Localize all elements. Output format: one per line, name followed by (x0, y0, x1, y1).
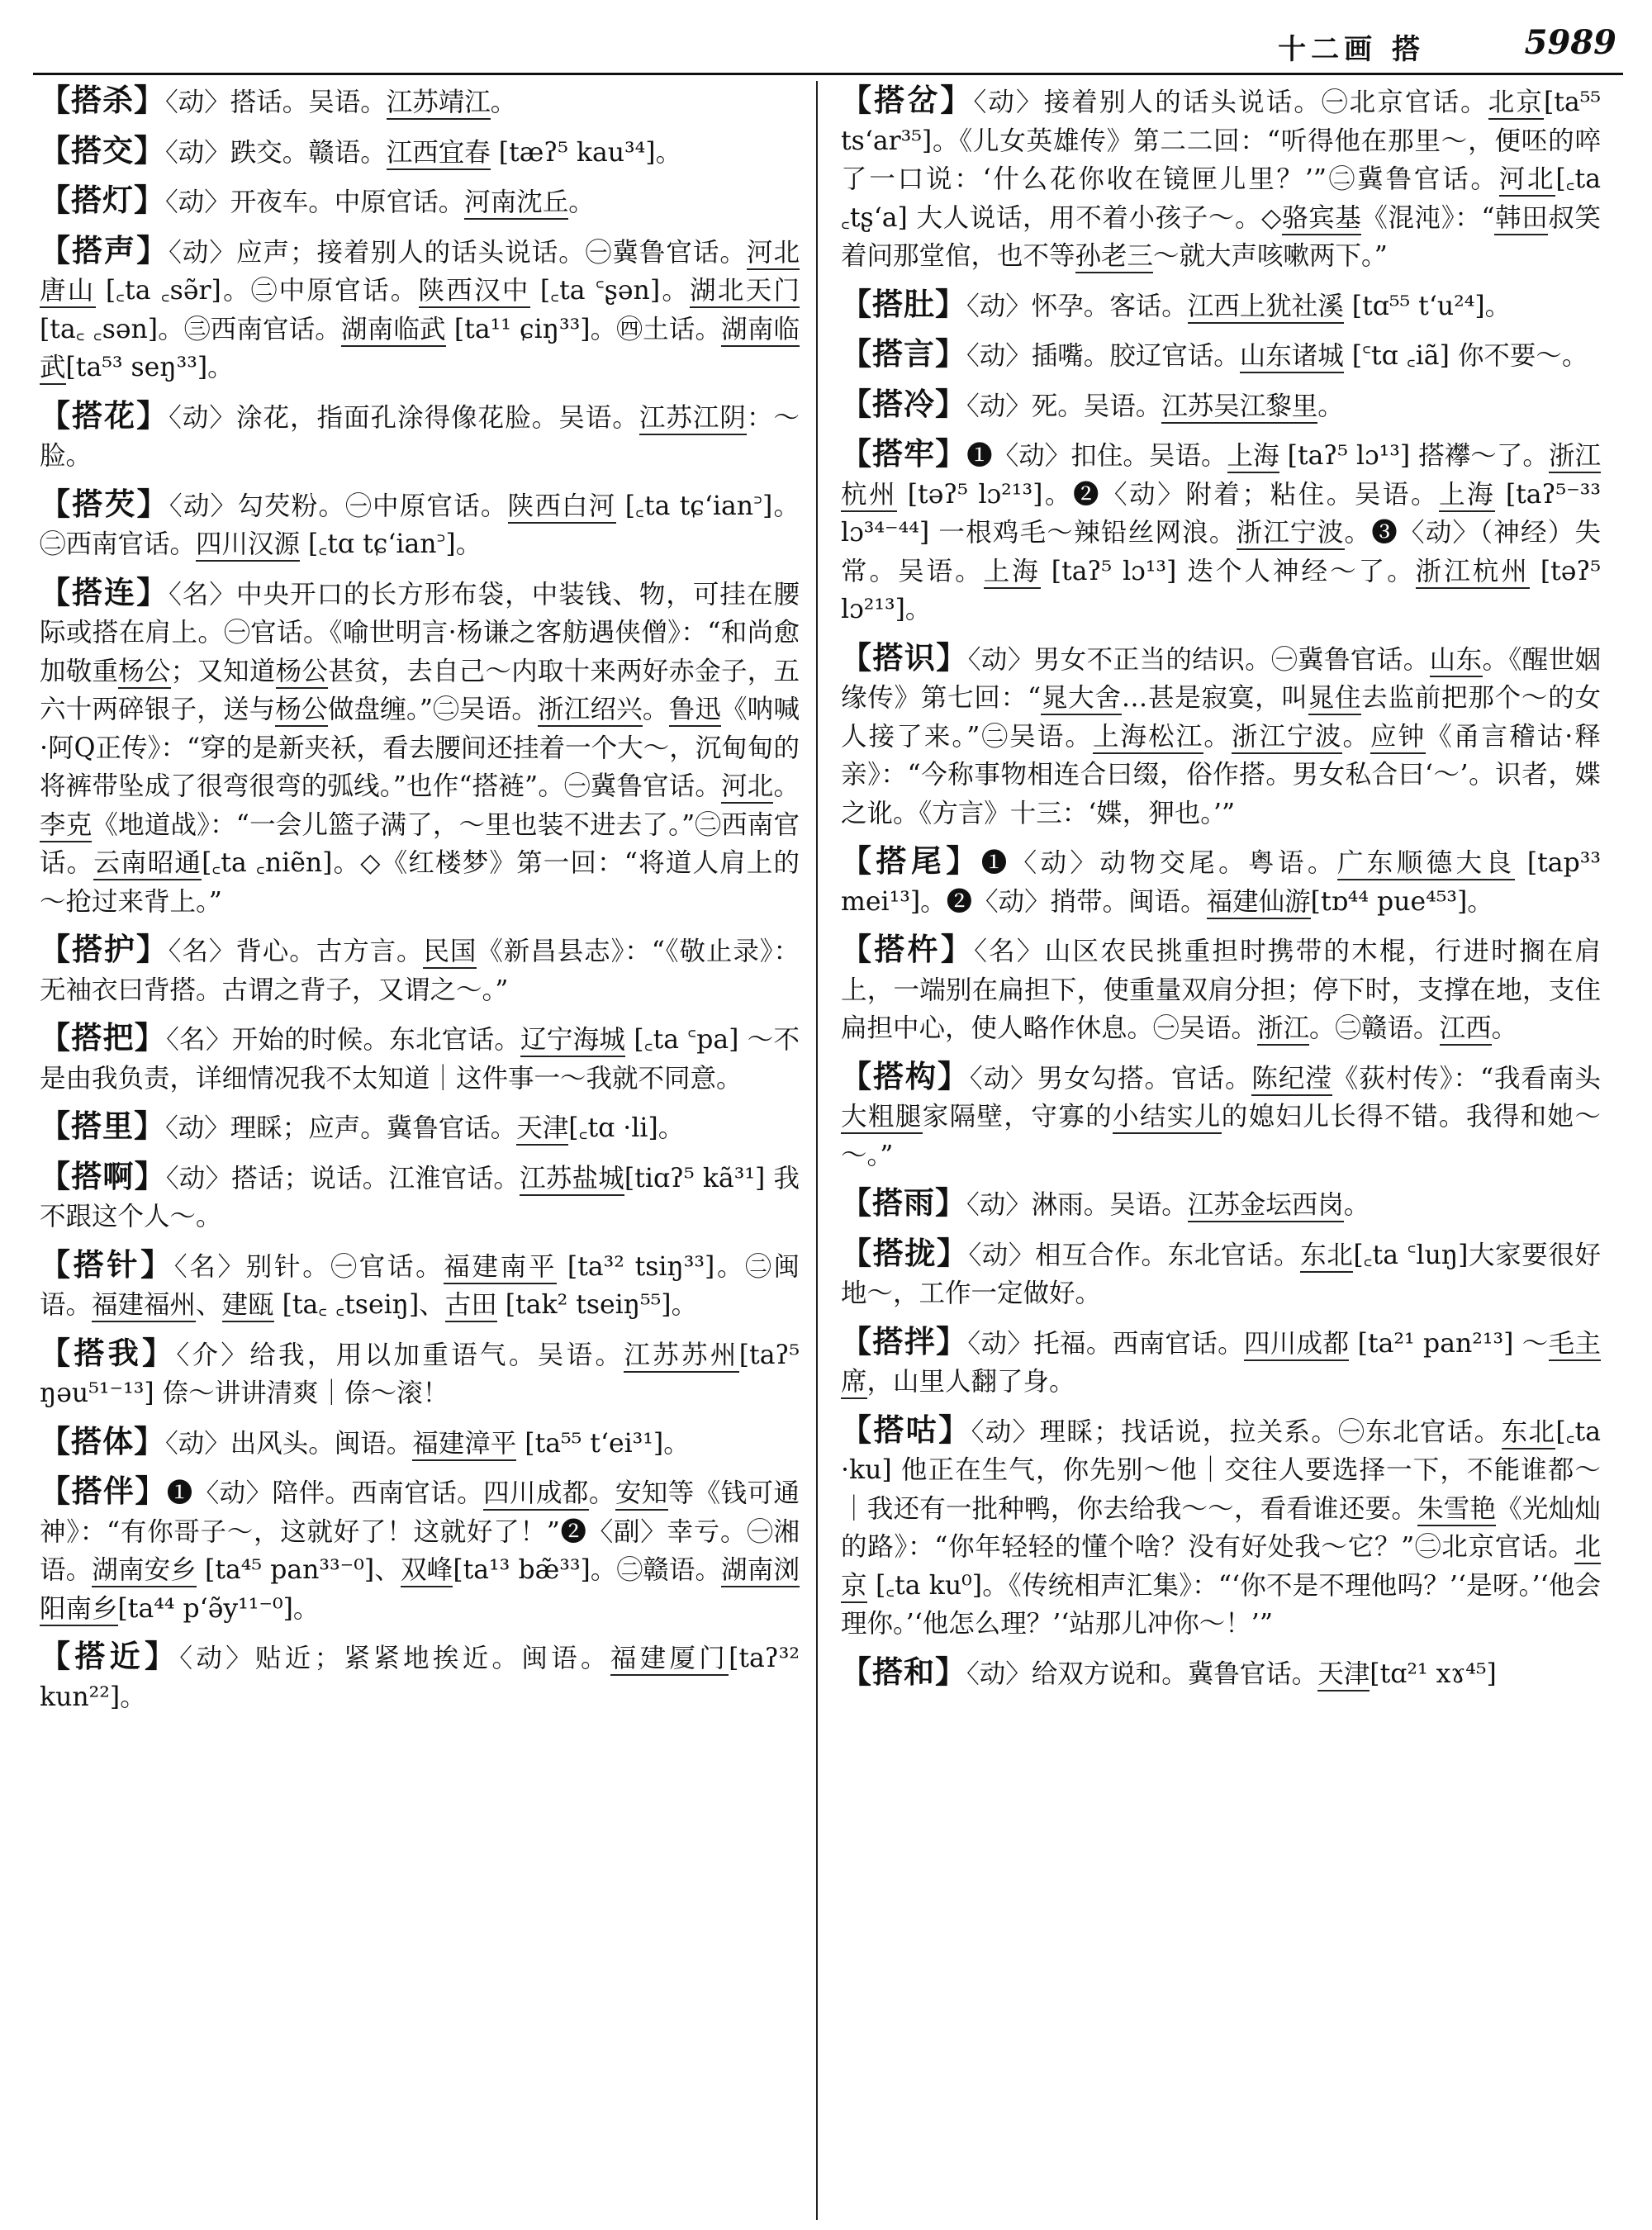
place-name-underlined: 上海 (1439, 480, 1495, 512)
dictionary-entry (841, 1322, 1601, 1402)
dictionary-entry (40, 485, 800, 564)
entry-headword: 【搭杵】 (841, 931, 975, 967)
entry-headword: 【搭言】 (841, 335, 966, 372)
definition-text: [ta꜀ ꜀tseiŋ]、 (273, 1290, 445, 1320)
place-name-underlined: 河北唐山 (40, 238, 800, 309)
definition-text: [təʔ⁵ lɔ²¹³]。 (841, 556, 1601, 624)
definition-text: 。 (1342, 721, 1371, 752)
definition-text: 《新昌县志》：“《敬止录》：无袖衣曰背搭。古谓之背子，又谓之～。” (40, 937, 800, 1005)
right-column (841, 81, 1601, 2220)
definition-text: 叔笑着问那堂倌，也不等 (841, 202, 1601, 271)
dictionary-entry (40, 131, 800, 173)
dictionary-entry (40, 1472, 800, 1628)
definition-text: 〈动〉淋雨。吴语。 (966, 1190, 1188, 1220)
definition-text: 。 (642, 695, 669, 724)
page-number: 5989 (1524, 23, 1616, 62)
place-name-underlined: 韩田 (1494, 203, 1548, 235)
definition-text: 〈动〉搭话。吴语。 (165, 88, 387, 117)
entry-headword: 【搭杀】 (40, 82, 165, 118)
definition-text: [ta⁴⁴ pʻə̃y¹¹⁻⁰]。 (117, 1593, 320, 1624)
place-name-underlined: 浙江宁波 (1232, 722, 1342, 754)
place-name-underlined: 民国 (423, 937, 477, 969)
definition-text: [tɑ⁵⁵ tʻu²⁴]。 (1343, 291, 1512, 321)
definition-text: [tɑ²¹ xɤ⁴⁵] (1370, 1658, 1497, 1689)
place-name-underlined: 福建南平 (444, 1252, 557, 1284)
dictionary-entry (841, 842, 1601, 921)
definition-text: 。《醒世姻缘传》第七回：“ (841, 644, 1601, 713)
place-name-underlined: 晁大舍 (1041, 683, 1122, 715)
entry-headword: 【搭护】 (40, 931, 169, 967)
definition-text: 。㊁赣语。 (1309, 1013, 1440, 1043)
definition-text: [ta³² tsiŋ³³]。㊁闽语。 (40, 1251, 800, 1320)
place-name-underlined: 浙江宁波 (1237, 518, 1345, 550)
definition-text: [ta⁵⁵ tʻei³¹]。 (516, 1428, 690, 1459)
place-name-underlined: 河南沈丘 (464, 187, 568, 220)
dictionary-entry (841, 1653, 1601, 1694)
entry-headword: 【搭灯】 (40, 182, 165, 218)
place-name-underlined: 孙老三 (1075, 241, 1154, 273)
dictionary-entry (40, 1018, 800, 1098)
entry-headword: 【搭构】 (841, 1057, 970, 1094)
entry-headword: 【搭把】 (40, 1019, 167, 1056)
dictionary-entry (40, 396, 800, 476)
definition-text: 《光灿灿的路》：“你年轻轻的懂个啥？没有好处我～它？”㊁北京官话。 (841, 1493, 1601, 1562)
definition-text: [taʔ⁵ lɔ¹³] 搭襻～了。 (1279, 441, 1549, 471)
place-name-underlined: 古田 (445, 1290, 497, 1322)
definition-text: 《呐喊·阿Q正传》：“穿的是新夹袄，看去腰间还挂着一个大～，沉甸甸的将裤带坠成了很弯很弯的弧线。”也作“搭裢”。㊀冀鲁官话。 (40, 695, 800, 801)
definition-text: [taʔ⁵ ŋəu⁵¹⁻¹³] 倷～讲讲清爽｜倷～滚！ (40, 1340, 800, 1408)
definition-text: [taʔ⁵⁻³³ lɔ³⁴⁻⁴⁴] 一根鸡毛～辣铅丝网浪。 (841, 479, 1601, 548)
place-name-underlined: 大粗腿 (841, 1102, 923, 1134)
place-name-underlined: 福建厦门 (610, 1644, 729, 1676)
entry-headword: 【搭和】 (841, 1653, 966, 1690)
place-name-underlined: 毛主席 (841, 1329, 1601, 1400)
entry-headword: 【搭牢】 (841, 435, 967, 472)
definition-text: 〈动〉怀孕。客话。 (966, 291, 1188, 321)
entry-headword: 【搭芡】 (40, 485, 169, 522)
definition-text: 〈动〉搭话；说话。江淮官话。 (165, 1163, 520, 1193)
entry-headword: 【搭岔】 (841, 82, 974, 118)
place-name-underlined: 陕西白河 (508, 491, 616, 524)
definition-text: 〈动〉男女勾搭。官话。 (969, 1063, 1252, 1094)
entry-headword: 【搭冷】 (841, 385, 966, 422)
place-name-underlined: 江西上犹社溪 (1188, 292, 1344, 324)
entry-headword: 【搭啊】 (40, 1157, 166, 1194)
place-name-underlined: 骆宾基 (1282, 203, 1361, 235)
page-header (33, 12, 1623, 75)
place-name-underlined: 小结实儿 (1113, 1102, 1222, 1134)
definition-text: [ta¹¹ ɕiŋ³³]。㊃土话。 (445, 314, 722, 344)
place-name-underlined: 北京 (1488, 88, 1544, 120)
definition-text: 、 (196, 1290, 222, 1320)
place-name-underlined: 应钟 (1370, 722, 1426, 754)
definition-text: 〈动〉应声；接着别人的话头说话。㊀冀鲁官话。 (169, 237, 747, 268)
place-name-underlined: 陕西汉中 (419, 276, 530, 308)
dictionary-entry (841, 385, 1601, 426)
definition-text: 。 (568, 187, 595, 217)
definition-text: 《混沌》：“ (1361, 202, 1495, 233)
dictionary-entry (40, 181, 800, 222)
dictionary-entry (40, 81, 800, 122)
entry-headword: 【搭咕】 (841, 1411, 971, 1448)
dictionary-entry (841, 285, 1601, 326)
place-name-underlined: 河北 (721, 771, 773, 804)
entry-headword: 【搭我】 (40, 1334, 177, 1371)
definition-text: [꜀ta ꜂ʂən]。 (529, 276, 691, 306)
definition-text: [tɒ⁴⁴ pue⁴⁵³]。 (1310, 886, 1493, 917)
place-name-underlined: 湖南临武 (40, 315, 800, 386)
place-name-underlined: 晁住 (1308, 683, 1362, 715)
place-name-underlined: 浙江绍兴 (538, 695, 643, 727)
definition-text: 〈动〉相互合作。东北官话。 (968, 1240, 1301, 1270)
definition-text: 〈动〉涂花，指面孔涂得像花脸。吴语。 (169, 402, 639, 433)
place-name-underlined: 湖南浏阳南乡 (40, 1555, 800, 1626)
place-name-underlined: 天津 (1317, 1659, 1370, 1691)
definition-text: [꜀tɑ ·li]。 (568, 1113, 685, 1143)
entry-headword: 【搭声】 (40, 231, 169, 268)
place-name-underlined: 江苏金坛西岗 (1188, 1190, 1344, 1222)
definition-text: [taʔ⁵ lɔ¹³] 迭个人神经～了。 (1040, 556, 1416, 586)
definition-text: …甚是寂寞，叫 (1121, 683, 1308, 713)
definition-text: [ta⁴⁵ pan³³⁻⁰]、 (196, 1555, 401, 1585)
entry-headword: 【搭尾】 (841, 842, 981, 879)
entry-headword: 【搭拢】 (841, 1234, 969, 1271)
place-name-underlined: 四川成都 (483, 1478, 589, 1511)
entry-headword: 【搭伴】 (40, 1473, 167, 1509)
place-name-underlined: 福建福州 (92, 1290, 196, 1322)
definition-text: 。 (1203, 721, 1232, 752)
definition-text: [tæʔ⁵ kau³⁴]。 (490, 137, 682, 168)
place-name-underlined: 山东 (1430, 645, 1483, 677)
dictionary-entry (40, 1157, 800, 1236)
dictionary-entry (40, 1107, 800, 1148)
definition-text: [꜀ta ꜀tʂʻa] 大人说话，用不着小孩子～。◇ (841, 164, 1601, 233)
place-name-underlined: 湖北天门 (690, 276, 800, 308)
dictionary-entry (841, 638, 1601, 833)
entry-headword: 【搭针】 (40, 1245, 174, 1283)
definition-text: 。 (588, 1478, 615, 1508)
definition-text: ，山里人翻了身。 (866, 1367, 1075, 1397)
place-name-underlined: 湖南安乡 (92, 1555, 197, 1587)
definition-text: 做盘缠。”㊁吴语。 (327, 695, 539, 724)
place-name-underlined: 建瓯 (222, 1290, 274, 1322)
dictionary-entry (841, 434, 1601, 629)
place-name-underlined: 东北 (1502, 1417, 1556, 1450)
place-name-underlined: 杨公 (276, 657, 328, 689)
definition-text: [ta⁵³ seŋ³³]。 (65, 353, 234, 382)
running-head: 十二画 搭 (1278, 33, 1425, 66)
place-name-underlined: 湖南临武 (341, 315, 446, 347)
definition-text: ❶〈动〉动物交尾。粤语。 (980, 848, 1337, 878)
place-name-underlined: 双峰 (401, 1555, 453, 1587)
definition-text: ❶〈动〉扣住。吴语。 (966, 441, 1227, 471)
definition-text: [꜀ta ꜂luŋ]大家要很好地～，工作一定做好。 (841, 1240, 1601, 1308)
place-name-underlined: 江苏靖江 (387, 88, 491, 120)
place-name-underlined: 广东顺德大良 (1337, 848, 1516, 880)
definition-text: 去监前把那个～的女人接了来。”㊁吴语。 (841, 683, 1601, 752)
dictionary-entry (841, 930, 1601, 1048)
definition-text: 〈动〉死。吴语。 (966, 391, 1162, 421)
definition-text: 〈动〉男女不正当的结识。㊀冀鲁官话。 (967, 644, 1430, 675)
place-name-underlined: 河北 (1499, 164, 1556, 197)
definition-text: 家隔壁，守寡的 (922, 1102, 1113, 1132)
dictionary-entry (40, 1245, 800, 1325)
place-name-underlined: 陈纪滢 (1251, 1064, 1332, 1096)
definition-text: 。 (773, 771, 800, 801)
dictionary-entry (841, 1234, 1601, 1313)
definition-text: 〈名〉别针。㊀官话。 (173, 1251, 444, 1282)
definition-text: 〈名〉背心。古方言。 (168, 937, 424, 966)
entry-headword: 【搭雨】 (841, 1184, 966, 1221)
definition-text: 〈动〉勾芡粉。㊀中原官话。 (169, 491, 508, 521)
definition-text: 。 (490, 88, 517, 117)
column-divider (816, 81, 818, 2220)
entry-headword: 【搭花】 (40, 396, 169, 434)
definition-text: 等《钱可通神》：“有你哥子～，这就好了！这就好了！”❷〈副〉幸亏。㊀湘语。 (40, 1478, 800, 1585)
dictionary-entry (40, 573, 800, 922)
place-name-underlined: 江苏江阴 (639, 403, 747, 435)
definition-text: 〈动〉托福。西南官话。 (967, 1328, 1244, 1359)
place-name-underlined: 鲁迅 (669, 695, 721, 727)
definition-text: 〈动〉给双方说和。冀鲁官话。 (966, 1658, 1318, 1689)
definition-text: 。 (1343, 1190, 1370, 1220)
definition-text: 。 (1491, 1013, 1518, 1043)
definition-text: [tiɑʔ⁵ kã³¹] 我不跟这个人～。 (40, 1163, 800, 1231)
definition-text: 〈动〉开夜车。中原官话。 (165, 187, 465, 217)
place-name-underlined: 东北 (1300, 1241, 1353, 1273)
dictionary-entry (841, 334, 1601, 376)
left-column (40, 81, 800, 2220)
place-name-underlined: 江西 (1440, 1013, 1492, 1046)
definition-text: [ta²¹ pan²¹³] ～ (1349, 1328, 1549, 1359)
place-name-underlined: 江苏苏州 (624, 1340, 738, 1373)
definition-text: 〈名〉开始的时候。东北官话。 (166, 1025, 521, 1055)
place-name-underlined: 杨公 (275, 695, 327, 727)
place-name-underlined: 上海松江 (1093, 722, 1203, 754)
place-name-underlined: 云南昭通 (93, 848, 202, 880)
entry-headword: 【搭肚】 (841, 285, 966, 322)
place-name-underlined: 安知 (615, 1478, 668, 1511)
place-name-underlined: 李克 (40, 810, 92, 842)
dictionary-entry (841, 1184, 1601, 1225)
entry-headword: 【搭连】 (40, 573, 169, 610)
definition-text: ：～脸。 (40, 402, 800, 471)
dictionary-entry (40, 1334, 800, 1413)
entry-headword: 【搭识】 (841, 638, 968, 676)
dictionary-entry (40, 1637, 800, 1716)
definition-text: ～就大声咳嗽两下。” (1153, 241, 1388, 271)
definition-text: 〈名〉中央开口的长方形布袋，中装钱、物，可挂在腰际或搭在肩上。㊀官话。《喻世明言·杨谦之客舫遇侠僧》：“和尚愈加敬重 (40, 579, 800, 686)
definition-text: 〈动〉理睬；应声。冀鲁官话。 (165, 1113, 517, 1143)
definition-text: 〈名〉山区农民挑重担时携带的木棍，行进时搁在肩上，一端别在扁担下，使重量双肩分担；停下时，支撑在地，支住扁担中心，使人略作休息。㊀吴语。 (841, 937, 1601, 1043)
definition-text: 。❸〈动〉（神经）失常。吴语。 (841, 518, 1601, 586)
definition-text: 《甬言稽诂·释亲》：“今称事物相连合曰缀，俗作搭。男女私合曰‘～’。识者，媟之讹。《方言》十三：‘媟，狎也。’” (841, 721, 1601, 828)
place-name-underlined: 浙江 (1257, 1013, 1309, 1046)
definition-text: [ta¹³ bæ̃³³]。㊁赣语。 (453, 1555, 722, 1585)
definition-text: [taʔ³² kun²²]。 (40, 1644, 800, 1712)
definition-text: 〈介〉给我，用以加重语气。吴语。 (176, 1340, 624, 1370)
definition-text: [ta⁵⁵ tsʻar³⁵]。《儿女英雄传》第二二回：“听得他在那里～，便呸的啐了一口说：‘什么花你收在镜匣儿里？’”㊁冀鲁官话。 (841, 88, 1601, 194)
dictionary-entry (40, 231, 800, 387)
place-name-underlined: 江西宜春 (387, 138, 491, 170)
dictionary-entry (841, 1411, 1601, 1644)
entry-headword: 【搭拌】 (841, 1322, 968, 1359)
definition-text: 《地道战》：“一会儿篮子满了，～里也装不进去了。”㊁西南官话。 (40, 809, 800, 878)
definition-text: [tak² tseiŋ⁵⁵]。 (496, 1290, 698, 1320)
definition-text: [꜀ta tɕʻian꜄]。㊁西南官话。 (40, 491, 800, 559)
place-name-underlined: 北京 (841, 1532, 1601, 1603)
place-name-underlined: 江苏吴江黎里 (1161, 391, 1317, 424)
definition-text: 的媳妇儿长得不错。我得和她～～。” (841, 1102, 1601, 1170)
place-name-underlined: 福建仙游 (1207, 887, 1311, 919)
definition-text: 。 (1317, 391, 1344, 421)
place-name-underlined: 浙江杭州 (1416, 557, 1530, 589)
definition-text: 〈动〉出风头。闽语。 (165, 1428, 413, 1459)
place-name-underlined: 天津 (516, 1113, 568, 1146)
definition-text: [꜀ta ꜀niẽn]。◇《红楼梦》第一回：“将道人肩上的～抢过来背上。” (40, 848, 800, 917)
definition-text: ❶〈动〉陪伴。西南官话。 (166, 1478, 484, 1508)
definition-text: [ta꜀ ꜀sən]。㊂西南官话。 (40, 314, 341, 344)
entry-headword: 【搭近】 (40, 1638, 180, 1674)
definition-text: [꜀ta ꜂pa] ～不是由我负责，详细情况我不太知道｜这件事一～我就不同意。 (40, 1025, 800, 1094)
place-name-underlined: 杨公 (118, 657, 170, 689)
definition-text: [꜀tɑ tɕʻian꜄]。 (300, 529, 482, 559)
definition-text: 〈动〉理睬；找话说，拉关系。㊀东北官话。 (971, 1416, 1502, 1447)
definition-text: [꜀ta ku⁰]。《传统相声汇集》：“‘你不是不理他吗？’‘是呀。’‘他会理你。’‘他怎么理？’‘站那儿冲你～！’” (841, 1570, 1601, 1639)
definition-text: 〈动〉插嘴。胶辽官话。 (966, 341, 1240, 371)
dictionary-entry (40, 1422, 800, 1464)
place-name-underlined: 四川汉源 (196, 529, 300, 562)
entry-headword: 【搭交】 (40, 131, 165, 168)
definition-text: [꜀ta ꜀sə̃r]。㊁中原官话。 (95, 276, 419, 306)
definition-text: [tap³³ mei¹³]。❷〈动〉捎带。闽语。 (841, 848, 1601, 917)
definition-text: 〈动〉贴近；紧紧地挨近。闽语。 (179, 1644, 610, 1673)
definition-text: ；又知道 (170, 656, 276, 686)
dictionary-entry (841, 1057, 1601, 1175)
place-name-underlined: 辽宁海城 (520, 1025, 625, 1057)
definition-text: 〈动〉接着别人的话头说话。㊀北京官话。 (973, 88, 1488, 117)
entry-headword: 【搭体】 (40, 1422, 165, 1459)
definition-text: 《荻村传》：“我看南头 (1332, 1063, 1601, 1094)
place-name-underlined: 朱雪艳 (1417, 1494, 1496, 1526)
place-name-underlined: 山东诸城 (1240, 341, 1344, 373)
definition-text: 〈动〉跌交。赣语。 (165, 137, 387, 168)
place-name-underlined: 四川成都 (1244, 1329, 1349, 1361)
definition-text: [təʔ⁵ lɔ²¹³]。❷〈动〉附着；粘住。吴语。 (897, 479, 1440, 510)
place-name-underlined: 上海 (1227, 441, 1279, 473)
place-name-underlined: 上海 (984, 557, 1041, 589)
dictionary-entry (841, 81, 1601, 276)
entry-headword: 【搭里】 (40, 1108, 165, 1144)
place-name-underlined: 江苏盐城 (520, 1164, 624, 1196)
place-name-underlined: 福建漳平 (412, 1429, 516, 1461)
definition-text: [꜀ta ·ku] 他正在生气，你先别～他｜交往人要选择一下，不能谁都～｜我还有一批种鸭，你去给我～～，看看谁还要。 (841, 1416, 1601, 1524)
place-name-underlined: 浙江杭州 (841, 441, 1601, 512)
definition-text: [꜂tɑ ꜀iã] 你不要～。 (1343, 341, 1588, 371)
dictionary-entry (40, 930, 800, 1009)
definition-text: 甚贫，去自己～内取十来两好赤金子，五六十两碎银子，送与 (40, 656, 800, 724)
